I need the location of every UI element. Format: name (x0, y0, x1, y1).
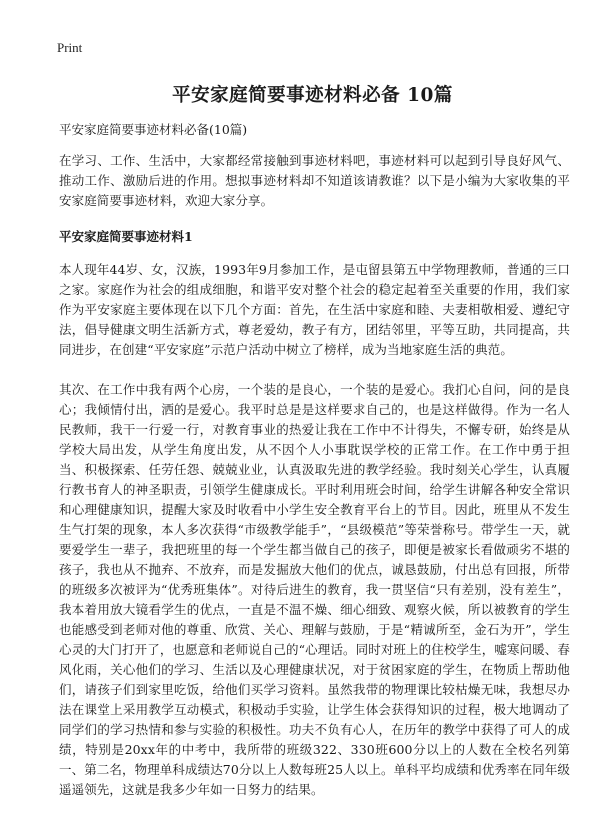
print-label: Print (57, 40, 83, 55)
body-paragraph-2: 其次、在工作中我有两个心房，一个装的是良心，一个装的是爱心。我扪心自问，问的是良心；我倾情付出，洒的是爱心。我平时总是是这样要求自己的，也是这样做得。作为一名人民教师，我干一行爱一行，对教育事业的热爱让我在工作中不计得失，不懈专研，始终是从学校大局出发，从学生角度出发，从不因个人小事耽误学校的正常工作。在工作中勇于担当、积极探索、任劳任怨、兢兢业业，认真汲取先进的教学经验。我时刻关心学生，认真履行教书育人的神圣职责，引领学生健康成长。平时利用班会时间，给学生讲解各种安全常识和心理健康知识，提醒大家及时收看中小学生安全教育平台上的节目。因此，班里从不发生生气打架的现象，本人多次获得“市级教学能手”，“县级模范”等荣誉称号。带学生一天，就要爱学生一辈子，我把班里的每一个学生都当做自己的孩子，即便是被家长看做顽劣不堪的孩子，我也从不抛弃、不放弃，而是发掘放大他们的优点，诚恳鼓励，付出总有回报，所带的班级多次被评为“优秀班集体”。对待后进生的教育，我一贯坚信“只有差别，没有差生”，我本着用放大镜看学生的优点，一直是不温不燥、细心细致、观察火候，所以被教育的学生也能感受到老师对他的尊重、欣赏、关心、理解与鼓励，于是“精诚所至，金石为开”，学生心灵的大门打开了，也愿意和老师说自己的“心理话。同时对班上的住校学生，嘘寒问暖、春风化雨，关心他们的学习、生活以及心理健康状况，对于贫困家庭的学生，在物质上帮助他们，请孩子们到家里吃饭，给他们买学习资料。虽然我带的物理课比较枯燥无味，我想尽办法在课堂上采用教学互动模式，积极动手实验，让学生体会获得知识的过程，极大地调动了同学们的学习热情和参与实验的积极性。功夫不负有心人，在历年的教学中获得了可人的成绩，特别是20xx年的中考中，我所带的班级322、330班600分以上的人数在全校名列第一、第二名，物理单科成绩达70分以上人数每班25人以上。单科平均成绩和优秀率在同年级遥遥领先，这就是我多少年如一日努力的结果。 (59, 382, 571, 797)
document-subtitle: 平安家庭简要事迹材料必备(10篇) (59, 122, 248, 137)
body-paragraph-1: 本人现年44岁、女，汉族，1993年9月参加工作，是屯留县第五中学物理教师，普通的三口之家。家庭作为社会的组成细胞，和谐平安对整个社会的稳定起着至关重要的作用，我们家作为平安家庭主要体现在以下几个方面：首先，在生活中家庭和睦、夫妻相敬相爱、遵纪守法，倡导健康文明生活新方式，尊老爱幼，教子有方，团结邻里，平等互助，共同提高，共同进步，在创建“平安家庭”示范户活动中树立了榜样，成为当地家庭生活的典范。 (59, 262, 570, 357)
section-heading: 平安家庭简要事迹材料1 (59, 229, 193, 244)
document-title: 平安家庭简要事迹材料必备 10篇 (172, 85, 453, 106)
intro-paragraph: 在学习、工作、生活中，大家都经常接触到事迹材料吧，事迹材料可以起到引导良好风气、推动工作、激励后进的作用。想拟事迹材料却不知道该请教谁？以下是小编为大家收集的平安家庭简要事迹材料，欢迎大家分享。 (59, 153, 570, 208)
